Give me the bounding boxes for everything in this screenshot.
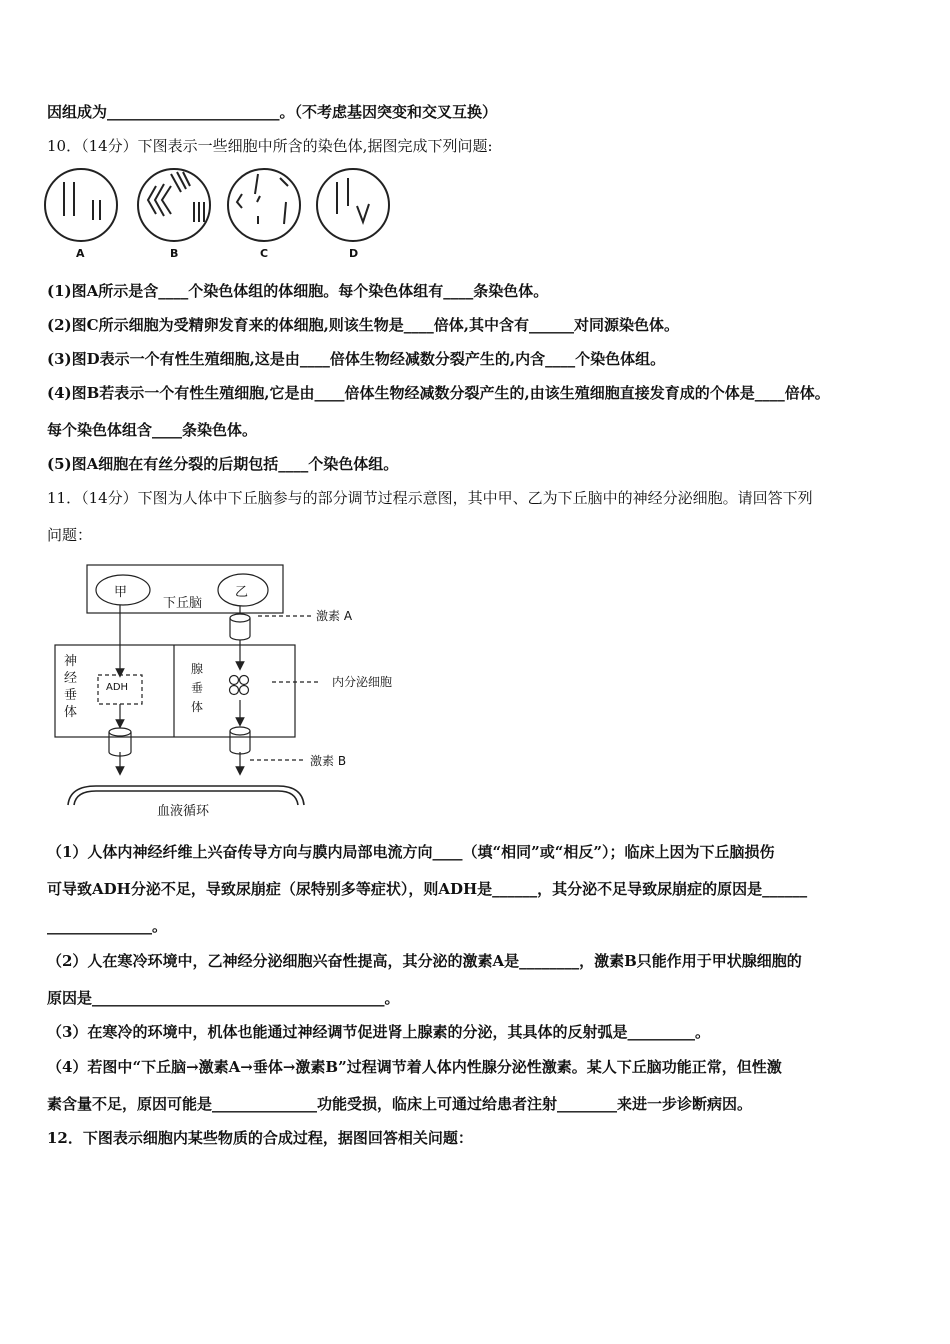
question-11-stem: 11．（14分）下图为人体中下丘脑参与的部分调节过程示意图，其中甲、乙为下丘脑中的神经分泌细胞。请回答下列 xyxy=(47,489,813,507)
question-11-part-1: （1）人体内神经纤维上兴奋传导方向与膜内局部电流方向____（填“相同”或“相反”）；临床上因为下丘脑损伤 xyxy=(47,843,775,861)
question-11-part-1-cont: 可导致ADH分泌不足，导致尿崩症（尿特别多等症状），则ADH是______，其分泌不足导致尿崩症的原因是______ xyxy=(47,880,808,898)
label-jia: 甲 xyxy=(114,585,128,600)
question-10-part-5: (5)图A细胞在有丝分裂的后期包括____个染色体组。 xyxy=(47,455,399,473)
label-adh: ADH xyxy=(106,682,129,693)
cell-c-label: C xyxy=(260,247,269,260)
label-blood: 血液循环 xyxy=(157,804,210,819)
ap-char-2: 垂 xyxy=(191,681,204,695)
question-11-part-4: （4）若图中“下丘脑→激素A→垂体→激素B”过程调节着人体内性腺分泌性激素。某人下丘脑功能正常，但性激 xyxy=(47,1058,782,1076)
question-10-stem: 10．（14分）下图表示一些细胞中所含的染色体,据图完成下列问题: xyxy=(47,137,493,155)
question-10-part-4: (4)图B若表示一个有性生殖细胞,它是由____倍体生物经减数分裂产生的,由该生殖细胞直接发育成的个体是____倍体。 xyxy=(47,384,830,402)
cell-b-label: B xyxy=(170,247,179,260)
cell-d xyxy=(317,169,389,241)
label-endocrine-cell: 内分泌细胞 xyxy=(332,675,393,689)
label-yi: 乙 xyxy=(235,585,249,600)
question-11-part-4-cont: 素含量不足，原因可能是______________功能受损，临床上可通过给患者注射________来进一步诊断病因。 xyxy=(47,1095,753,1113)
question-10-part-2: (2)图C所示细胞为受精卵发育来的体细胞,则该生物是____倍体,其中含有______对同源染色体。 xyxy=(47,316,680,334)
pituitary-box xyxy=(55,645,295,737)
np-char-3: 垂 xyxy=(64,688,78,703)
regulation-diagram xyxy=(50,560,410,830)
question-10-part-3: (3)图D表示一个有性生殖细胞,这是由____倍体生物经减数分裂产生的,内含____个染色体组。 xyxy=(47,350,666,368)
question-10-part-4-cont: 每个染色体组含____条染色体。 xyxy=(47,421,258,439)
label-neuro-pituitary xyxy=(64,653,78,721)
chromosome-cells-svg xyxy=(44,164,394,264)
ap-char-1: 腺 xyxy=(191,662,204,676)
question-11-part-3: （3）在寒冷的环境中，机体也能通过神经调节促进肾上腺素的分泌，其具体的反射弧是_________。 xyxy=(47,1023,710,1041)
chromosome-figure xyxy=(44,164,394,264)
label-hormone-b: 激素 B xyxy=(310,754,347,768)
label-hormone-a: 激素 A xyxy=(316,609,353,623)
question-11-part-2-cont: 原因是_______________________________________。 xyxy=(47,989,400,1007)
label-adeno-pituitary xyxy=(191,660,205,717)
cell-a xyxy=(45,169,117,241)
question-12-stem: 12．下图表示细胞内某些物质的合成过程，据图回答相关问题： xyxy=(47,1129,473,1147)
ap-char-3: 体 xyxy=(191,700,204,714)
cell-a-label: A xyxy=(76,247,85,260)
answer-line-9: 因组成为_______________________。（不考虑基因突变和交叉互换） xyxy=(47,103,498,121)
question-11-stem-cont: 问题： xyxy=(47,526,93,544)
cell-d-label: D xyxy=(349,247,359,260)
label-hypothalamus: 下丘脑 xyxy=(163,596,203,611)
regulation-diagram-svg xyxy=(50,560,410,830)
question-11-part-1-cont2: ______________。 xyxy=(47,917,168,935)
np-char-1: 神 xyxy=(64,654,78,669)
np-char-4: 体 xyxy=(64,705,78,720)
question-10-part-1: (1)图A所示是含____个染色体组的体细胞。每个染色体组有____条染色体。 xyxy=(47,282,549,300)
np-char-2: 经 xyxy=(64,671,78,686)
question-11-part-2: （2）人在寒冷环境中，乙神经分泌细胞兴奋性提高，其分泌的激素A是________，激素B只能作用于甲状腺细胞的 xyxy=(47,952,802,970)
